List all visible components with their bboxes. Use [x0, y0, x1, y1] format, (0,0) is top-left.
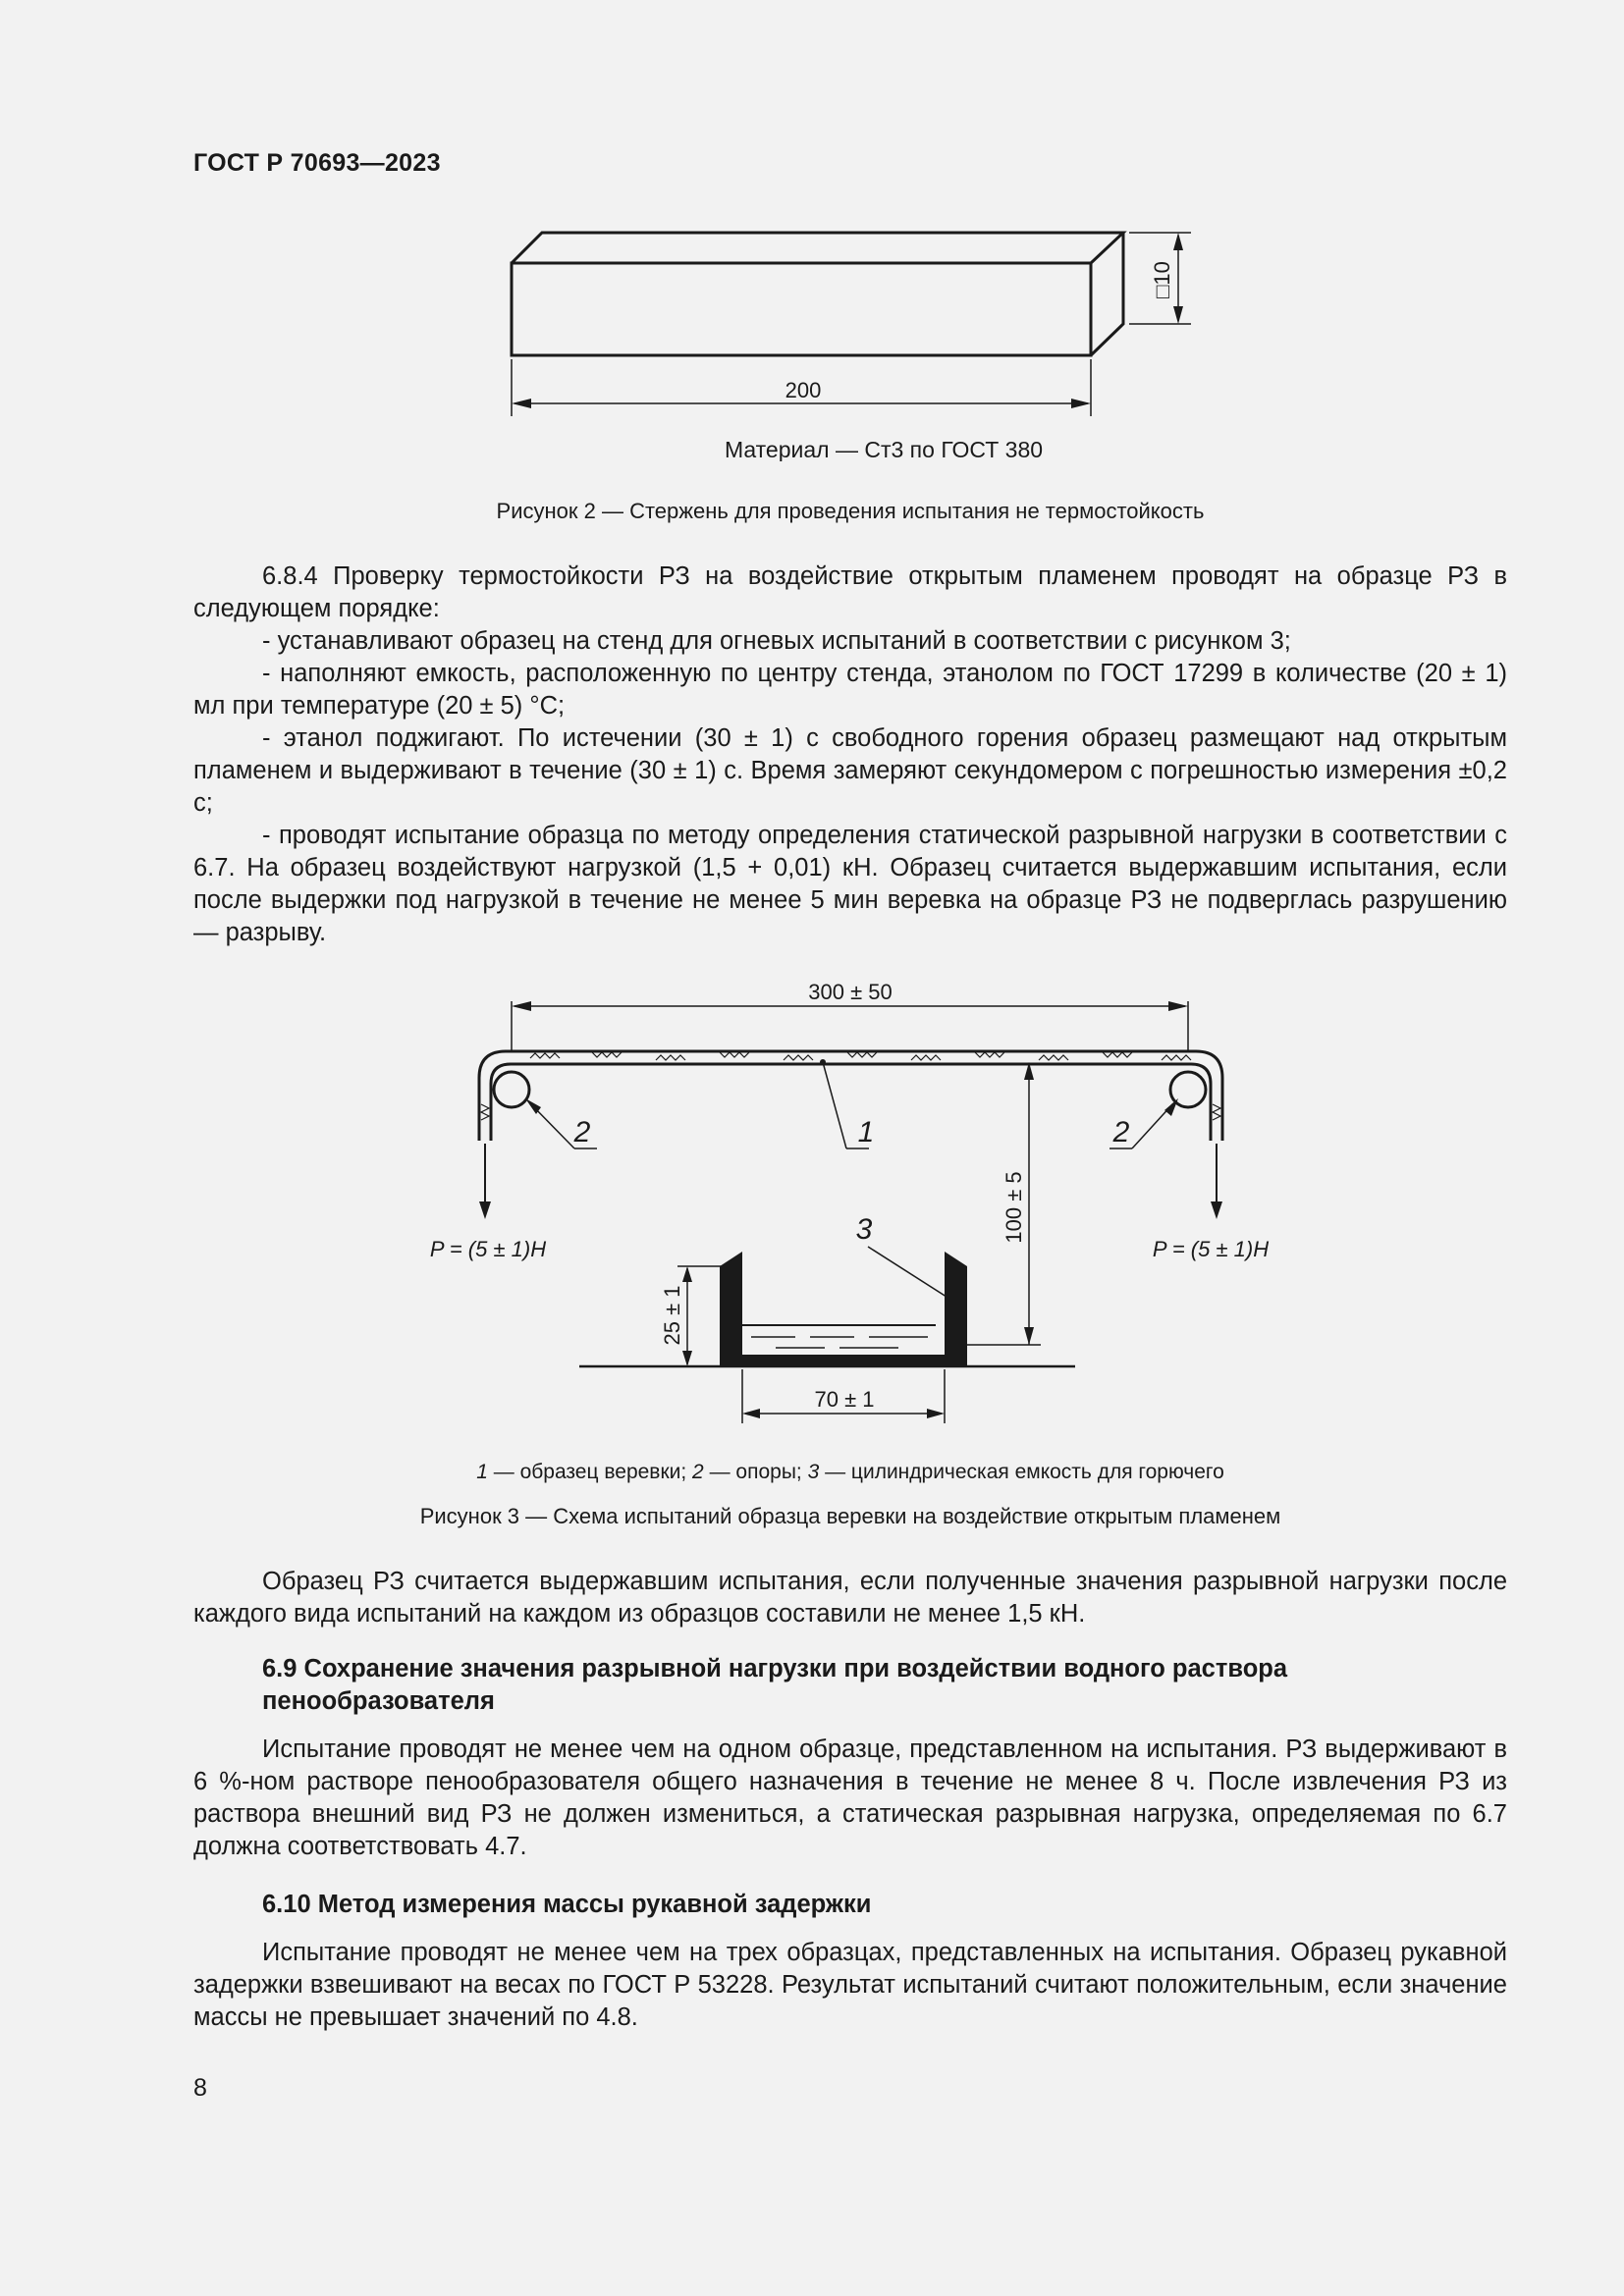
dim-length-label: 200	[785, 378, 822, 402]
section-6-10-heading: 6.10 Метод измерения массы рукавной задержки	[262, 1891, 872, 1918]
callout-2-left: 2	[573, 1116, 591, 1148]
section-6-10	[193, 1937, 1507, 2034]
callout-2-right: 2	[1112, 1116, 1130, 1148]
callout-3: 3	[855, 1213, 873, 1246]
rod-drawing	[0, 0, 1624, 461]
after-figure-3	[193, 1566, 1507, 1630]
paragraph: Испытание проводят не менее чем на одном образце, представленном на испытания. РЗ выдерживают в 6 %-ном растворе пенообразователя общего назначения в течение не менее 8 ч. После извлечения РЗ из раствора внешний вид РЗ не должен измениться, а статическая разрывная нагрузка, определяемая по 6.7 должна соответствовать 4.7.	[193, 1735, 1507, 1860]
dim-span-label: 300 ± 50	[808, 980, 893, 1004]
figure-2-caption: Рисунок 2 — Стержень для проведения испытания не термостойкость	[496, 499, 1205, 523]
load-right-label: P = (5 ± 1)H	[1152, 1237, 1270, 1261]
legend-text-2: — опоры;	[703, 1461, 808, 1483]
test-scheme-drawing	[0, 972, 1624, 1433]
dim-section-label: □10	[1150, 261, 1174, 298]
list-item: - наполняют емкость, расположенную по центру стенда, этанолом по ГОСТ 17299 в количестве (20 ± 1) мл при температуре (20 ± 5) °C;	[193, 660, 1507, 720]
legend-text-3: — цилиндрическая емкость для горючего	[819, 1461, 1224, 1483]
dim-cup-width-label: 70 ± 1	[814, 1387, 875, 1412]
legend-num-3: 3	[807, 1461, 820, 1483]
figure-3-caption: Рисунок 3 — Схема испытаний образца веревки на воздействие открытым пламенем	[419, 1504, 1281, 1528]
load-left-label: P = (5 ± 1)H	[429, 1237, 547, 1261]
dim-cup-height-label: 25 ± 1	[660, 1285, 684, 1346]
section-6-9-heading: 6.9 Сохранение значения разрывной нагрузки при воздействии водного раствора пенообразователя	[262, 1655, 1288, 1715]
list-item: - этанол поджигают. По истечении (30 ± 1) с свободного горения образец размещают над открытым пламенем и выдерживают в течение (30 ± 1) с. Время замеряют секундомером с погрешностью измерения ±0,2 с;	[193, 724, 1507, 817]
document-header: ГОСТ Р 70693—2023	[193, 149, 441, 177]
callout-1: 1	[857, 1116, 875, 1148]
dim-height-label: 100 ± 5	[1001, 1171, 1026, 1244]
list-item: - устанавливают образец на стенд для огневых испытаний в соответствии с рисунком 3;	[262, 627, 1291, 655]
legend-num-1: 1	[476, 1461, 488, 1483]
page-number: 8	[193, 2074, 207, 2102]
figure-3-legend	[193, 1461, 1507, 1484]
section-6-9	[193, 1734, 1507, 1863]
paragraph: Образец РЗ считается выдержавшим испытания, если полученные значения разрывной нагрузки после каждого вида испытаний на каждом из образцов составили не менее 1,5 кН.	[193, 1568, 1507, 1628]
section-6-8-4	[193, 561, 1507, 949]
list-item: - проводят испытание образца по методу определения статической разрывной нагрузки в соответствии с 6.7. На образец воздействуют нагрузкой (1,5 + 0,01) кН. Образец считается выдержавшим испытания, если после выдержки под нагрузкой в течение не менее 5 мин веревка на образце РЗ не подверглась разрушению — разрыву.	[193, 822, 1507, 946]
paragraph: Испытание проводят не менее чем на трех образцах, представленных на испытания. Образец рукавной задержки взвешивают на весах по ГОСТ Р 53228. Результат испытаний считают положительным, если значение массы не превышает значений по 4.8.	[193, 1939, 1507, 2031]
material-note: Материал — Ст3 по ГОСТ 380	[724, 437, 1044, 461]
paragraph: 6.8.4 Проверку термостойкости РЗ на воздействие открытым пламенем проводят на образце РЗ в следующем порядке:	[193, 562, 1507, 622]
legend-text-1: — образец веревки;	[487, 1461, 693, 1483]
legend-num-2: 2	[692, 1461, 704, 1483]
